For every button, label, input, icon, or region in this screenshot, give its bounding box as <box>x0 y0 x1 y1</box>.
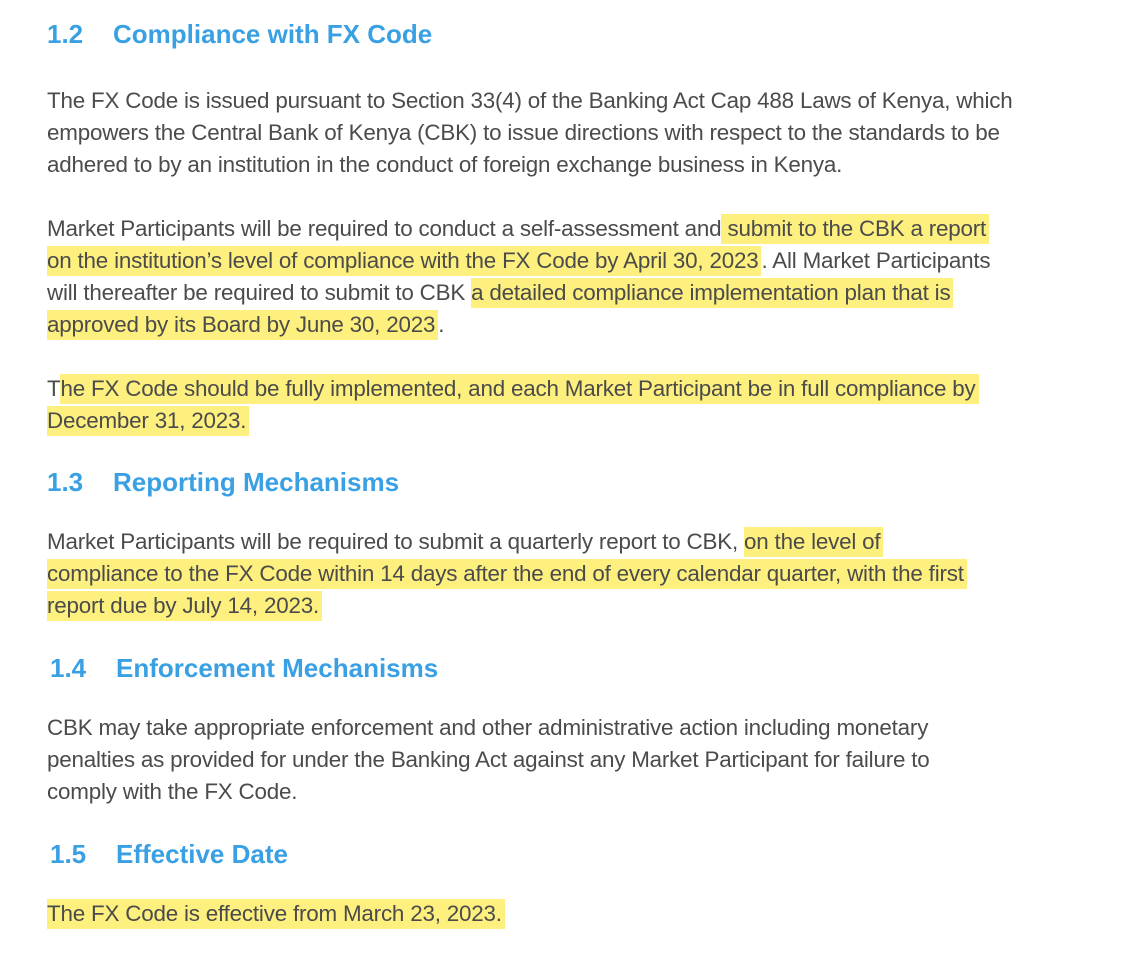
text-run: CBK may take appropriate enforcement and other administrative action including monetary <box>47 715 929 740</box>
text-run: penalties as provided for under the Banking Act against any Market Participant for failure to <box>47 747 930 772</box>
highlighted-text: on the institution’s level of compliance with the FX Code by April 30, 2023 <box>47 246 761 276</box>
text-line <box>47 405 1097 437</box>
text-run: will thereafter be required to submit to CBK <box>47 280 472 305</box>
text-line <box>47 373 1097 405</box>
text-line <box>47 712 1097 744</box>
text-line <box>47 309 1097 341</box>
text-line <box>47 245 1097 277</box>
highlighted-text: The FX Code is effective from March 23, 2023. <box>47 899 505 929</box>
section-number: 1.3 <box>47 467 84 497</box>
text-run: T <box>47 376 61 401</box>
section-title: Effective Date <box>116 839 288 869</box>
text-line <box>47 558 1097 590</box>
section-heading-1-5 <box>50 837 288 871</box>
section-number: 1.4 <box>50 653 87 683</box>
text-run: empowers the Central Bank of Kenya (CBK) to issue directions with respect to the standards to be <box>47 120 1000 145</box>
section-heading-1-2 <box>47 17 432 51</box>
text-line <box>47 277 1097 309</box>
text-run: . All Market Participants <box>761 248 991 273</box>
text-run: . <box>438 312 445 337</box>
highlighted-text: compliance to the FX Code within 14 days after the end of every calendar quarter, with the first <box>47 559 967 589</box>
highlighted-text: report due by July 14, 2023. <box>47 591 322 621</box>
section-heading-1-4 <box>50 651 438 685</box>
section-number: 1.2 <box>47 19 84 49</box>
text-run: The FX Code is issued pursuant to Section 33(4) of the Banking Act Cap 488 Laws of Kenya, which <box>47 88 1013 113</box>
highlighted-text: approved by its Board by June 30, 2023 <box>47 310 438 340</box>
text-line <box>47 776 1097 808</box>
highlighted-text: he FX Code should be fully implemented, and each Market Participant be in full compliance by <box>60 374 978 404</box>
paragraph-quarterly-report <box>47 526 1097 622</box>
text-run: Market Participants will be required to conduct a self-assessment and <box>47 216 722 241</box>
text-line <box>47 744 1097 776</box>
highlighted-text: a detailed compliance implementation plan that is <box>471 278 953 308</box>
paragraph-full-implementation <box>47 373 1097 437</box>
highlighted-text: submit to the CBK a report <box>721 214 989 244</box>
section-title: Compliance with FX Code <box>113 19 433 49</box>
text-run: adhered to by an institution in the conduct of foreign exchange business in Kenya. <box>47 152 843 177</box>
paragraph-effective-date <box>47 898 1097 930</box>
text-line <box>47 213 1097 245</box>
highlighted-text: December 31, 2023. <box>47 406 249 436</box>
section-title: Enforcement Mechanisms <box>116 653 439 683</box>
section-title: Reporting Mechanisms <box>113 467 400 497</box>
text-line <box>47 526 1097 558</box>
paragraph-legal-basis <box>47 85 1097 181</box>
highlighted-text: on the level of <box>744 527 883 557</box>
section-number: 1.5 <box>50 839 87 869</box>
text-line <box>47 117 1097 149</box>
text-line <box>47 149 1097 181</box>
paragraph-self-assessment <box>47 213 1097 341</box>
text-line <box>47 85 1097 117</box>
text-run: Market Participants will be required to submit a quarterly report to CBK, <box>47 529 745 554</box>
text-line <box>47 898 1097 930</box>
text-line <box>47 590 1097 622</box>
text-run: comply with the FX Code. <box>47 779 298 804</box>
section-heading-1-3 <box>47 465 399 499</box>
paragraph-enforcement <box>47 712 1097 808</box>
